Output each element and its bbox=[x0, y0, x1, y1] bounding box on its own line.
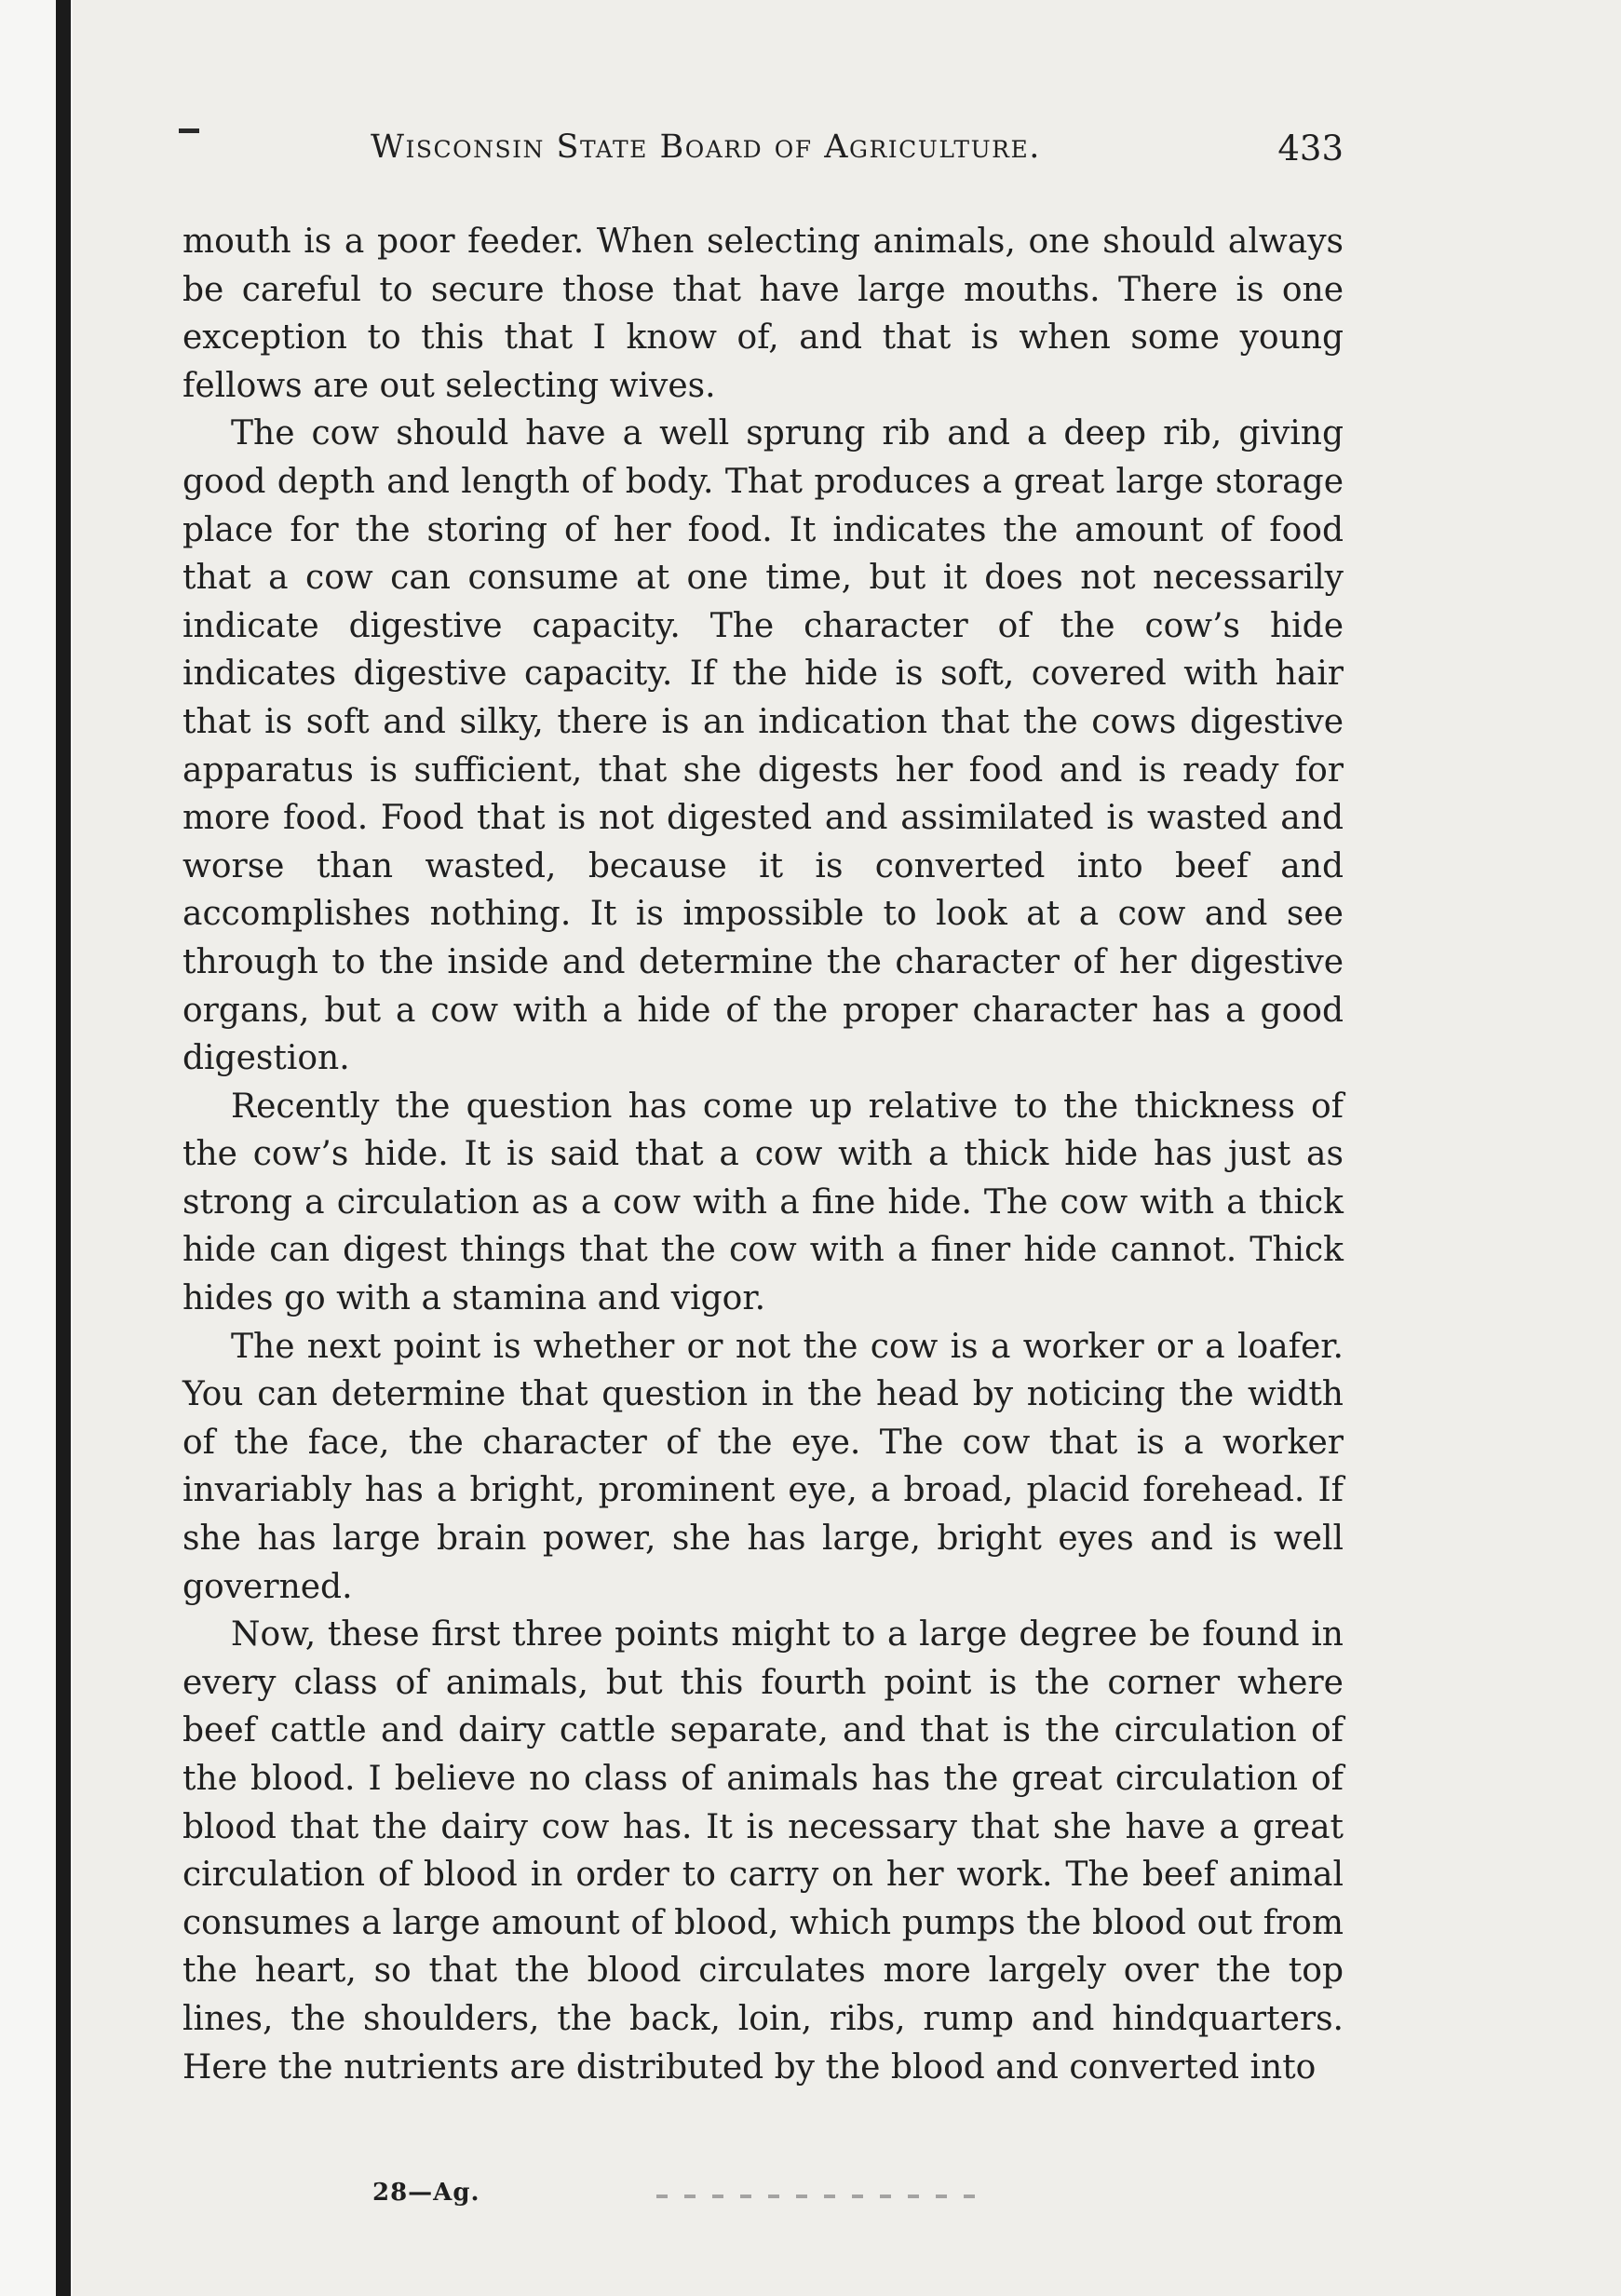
running-title: Wisconsin State Board of Agriculture. bbox=[371, 128, 1041, 166]
paragraph: Now, these first three points might to a large degree be found in every class of animals, but this fourth point is the corner where beef cattle and dairy cattle separate, and that is the circulation of the blood. I believe no class of animals has the great circulation of blood that the dairy cow has. It is necessary that she have a great circulation of blood in order to carry on her work. The beef animal consumes a large amount of blood, which pumps the blood out from the heart, so that the blood circulates more largely over the top lines, the shoulders, the back, loin, ribs, rump and hindquarters. Here the nutrients are distributed by the blood and converted into bbox=[182, 1615, 1344, 2087]
body-text bbox=[182, 218, 1344, 2091]
paragraph: The cow should have a well sprung rib and a deep rib, giving good depth and length of body. That produces a great large storage place for the storing of her food. It indicates the amount of food that a cow can consume at one time, but it does not necessarily indicate digestive capacity. The character of the cow’s hide indicates digestive capacity. If the hide is soft, covered with hair that is soft and silky, there is an indication that the cows digestive apparatus is sufficient, that she digests her food and is ready for more food. Food that is not digested and assimilated is wasted and worse than wasted, because it is converted into beef and accomplishes nothing. It is impossible to look at a cow and see through to the inside and determine the character of her digestive organs, but a cow with a hide of the proper character has a good digestion. bbox=[182, 414, 1344, 1078]
paragraph: mouth is a poor feeder. When selecting animals, one should always be careful to secure those that have large mouths. There is one exception to this that I know of, and that is when some young fellows are out selecting wives. bbox=[182, 223, 1344, 405]
book-binding-shadow bbox=[56, 0, 71, 2296]
page-header bbox=[371, 128, 1344, 184]
footer-rule bbox=[656, 2195, 992, 2198]
signature-mark: 28—Ag. bbox=[372, 2179, 480, 2207]
page-number: 433 bbox=[1277, 128, 1344, 169]
paragraph: Recently the question has come up relative to the thickness of the cow’s hide. It is said that a cow with a thick hide has just as strong a circulation as a cow with a fine hide. The cow with a thick hide can digest things that the cow with a finer hide cannot. Thick hides go with a stamina and vigor. bbox=[182, 1087, 1344, 1318]
paragraph: The next point is whether or not the cow is a worker or a loafer. You can determine that question in the head by noticing the width of the face, the character of the eye. The cow that is a worker invariably has a bright, prominent eye, a broad, placid forehead. If she has large brain power, she has large, bright eyes and is well governed. bbox=[182, 1327, 1344, 1606]
printer-mark bbox=[179, 128, 199, 133]
